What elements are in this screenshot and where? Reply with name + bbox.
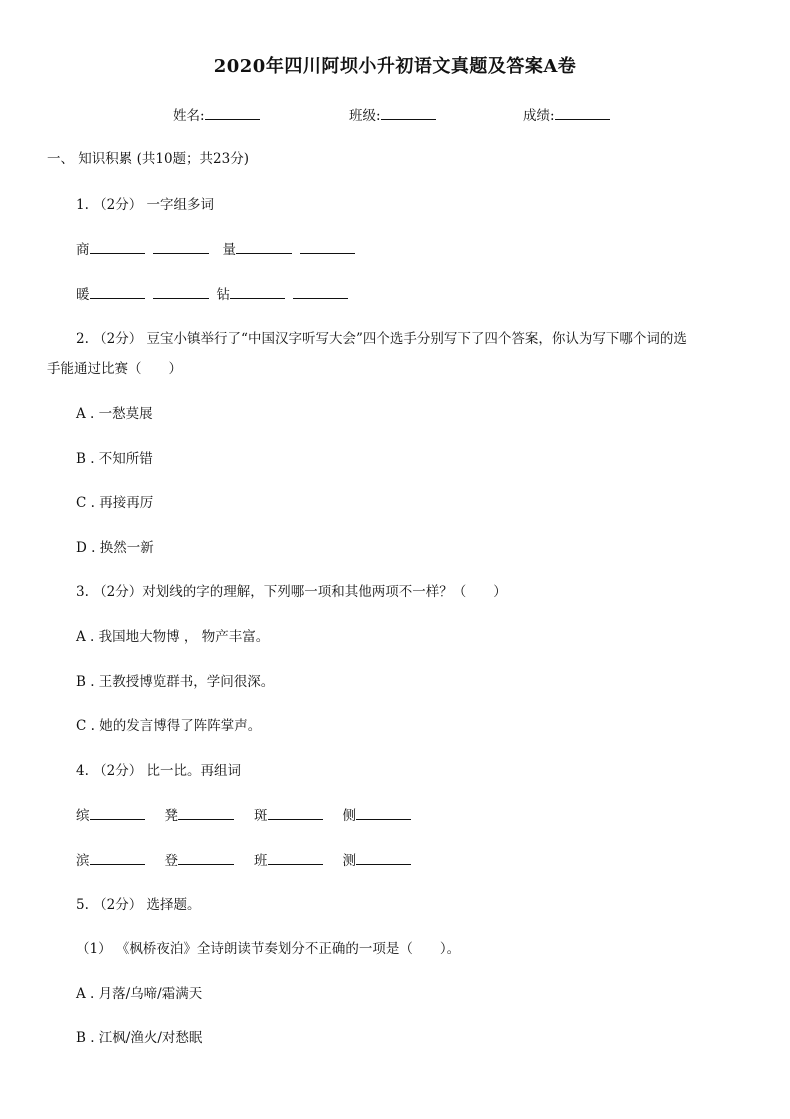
name-field[interactable] <box>173 104 260 124</box>
section-heading: 一、 知识积累 (共10题；共23分) <box>47 151 249 167</box>
class-blank[interactable] <box>381 106 436 120</box>
answer-blank[interactable] <box>178 851 234 865</box>
question-2-option-d[interactable]: D . 换然一新 <box>76 540 154 556</box>
q1-char: 商 <box>76 242 90 258</box>
q4-char: 缤 <box>76 808 90 824</box>
answer-blank[interactable] <box>268 806 323 820</box>
page-title: 2020年四川阿坝小升初语文真题及答案A卷 <box>213 56 577 77</box>
q1-char: 量 <box>222 242 236 258</box>
score-label: 成绩: <box>523 108 555 124</box>
answer-blank[interactable] <box>236 240 292 254</box>
answer-blank[interactable] <box>356 806 411 820</box>
q4-char: 测 <box>342 853 356 869</box>
class-label: 班级: <box>349 108 381 124</box>
question-5-option-a[interactable]: A . 月落/乌啼/霜满天 <box>76 986 203 1002</box>
question-2-option-b[interactable]: B . 不知所错 <box>76 451 153 467</box>
question-2-stem-line-1: 2. （2分） 豆宝小镇举行了“中国汉字听写大会”四个选手分别写下了四个答案，你认为写下哪个词的选 <box>76 331 687 347</box>
q4-char: 班 <box>254 853 268 869</box>
question-3-option-b[interactable]: B . 王教授博览群书，学问很深。 <box>76 674 275 690</box>
score-field[interactable] <box>523 104 610 124</box>
question-3-option-c[interactable]: C . 她的发言博得了阵阵掌声。 <box>76 718 262 734</box>
question-1-stem: 1. （2分） 一字组多词 <box>76 197 215 213</box>
answer-blank[interactable] <box>230 285 285 299</box>
question-1-row-1 <box>76 240 355 259</box>
question-3-option-a[interactable]: A . 我国地大物博 ， 物产丰富。 <box>76 629 270 645</box>
answer-blank[interactable] <box>268 851 323 865</box>
score-blank[interactable] <box>555 106 610 120</box>
question-5-option-b[interactable]: B . 江枫/渔火/对愁眠 <box>76 1030 203 1046</box>
answer-blank[interactable] <box>90 240 145 254</box>
question-2-stem-line-2: 手能通过比赛（ ） <box>47 361 182 377</box>
answer-blank[interactable] <box>293 285 348 299</box>
answer-blank[interactable] <box>90 285 145 299</box>
question-2-option-c[interactable]: C . 再接再厉 <box>76 495 154 511</box>
q4-char: 斑 <box>254 808 268 824</box>
answer-blank[interactable] <box>178 806 234 820</box>
question-2-option-a[interactable]: A . 一愁莫展 <box>76 406 153 422</box>
answer-blank[interactable] <box>356 851 411 865</box>
q4-char: 滨 <box>76 853 90 869</box>
answer-blank[interactable] <box>153 285 209 299</box>
question-5-stem: 5. （2分） 选择题。 <box>76 897 201 913</box>
answer-blank[interactable] <box>300 240 355 254</box>
q4-char: 凳 <box>164 808 178 824</box>
answer-blank[interactable] <box>90 806 145 820</box>
name-label: 姓名: <box>173 108 205 124</box>
question-4-row-1 <box>76 806 411 825</box>
answer-blank[interactable] <box>90 851 145 865</box>
question-4-row-2 <box>76 851 411 870</box>
question-3-stem: 3. （2分）对划线的字的理解，下列哪一项和其他两项不一样？（ ） <box>76 584 507 600</box>
q4-char: 侧 <box>342 808 356 824</box>
q1-char: 暖 <box>76 287 90 303</box>
q4-char: 登 <box>164 853 178 869</box>
question-1-row-2 <box>76 285 348 304</box>
q1-char: 钻 <box>216 287 230 303</box>
question-4-stem: 4. （2分） 比一比。再组词 <box>76 763 242 779</box>
class-field[interactable] <box>349 104 436 124</box>
answer-blank[interactable] <box>153 240 209 254</box>
question-5-sub-1: （1） 《枫桥夜泊》全诗朗读节奏划分不正确的一项是（ ）。 <box>76 941 461 957</box>
name-blank[interactable] <box>205 106 260 120</box>
